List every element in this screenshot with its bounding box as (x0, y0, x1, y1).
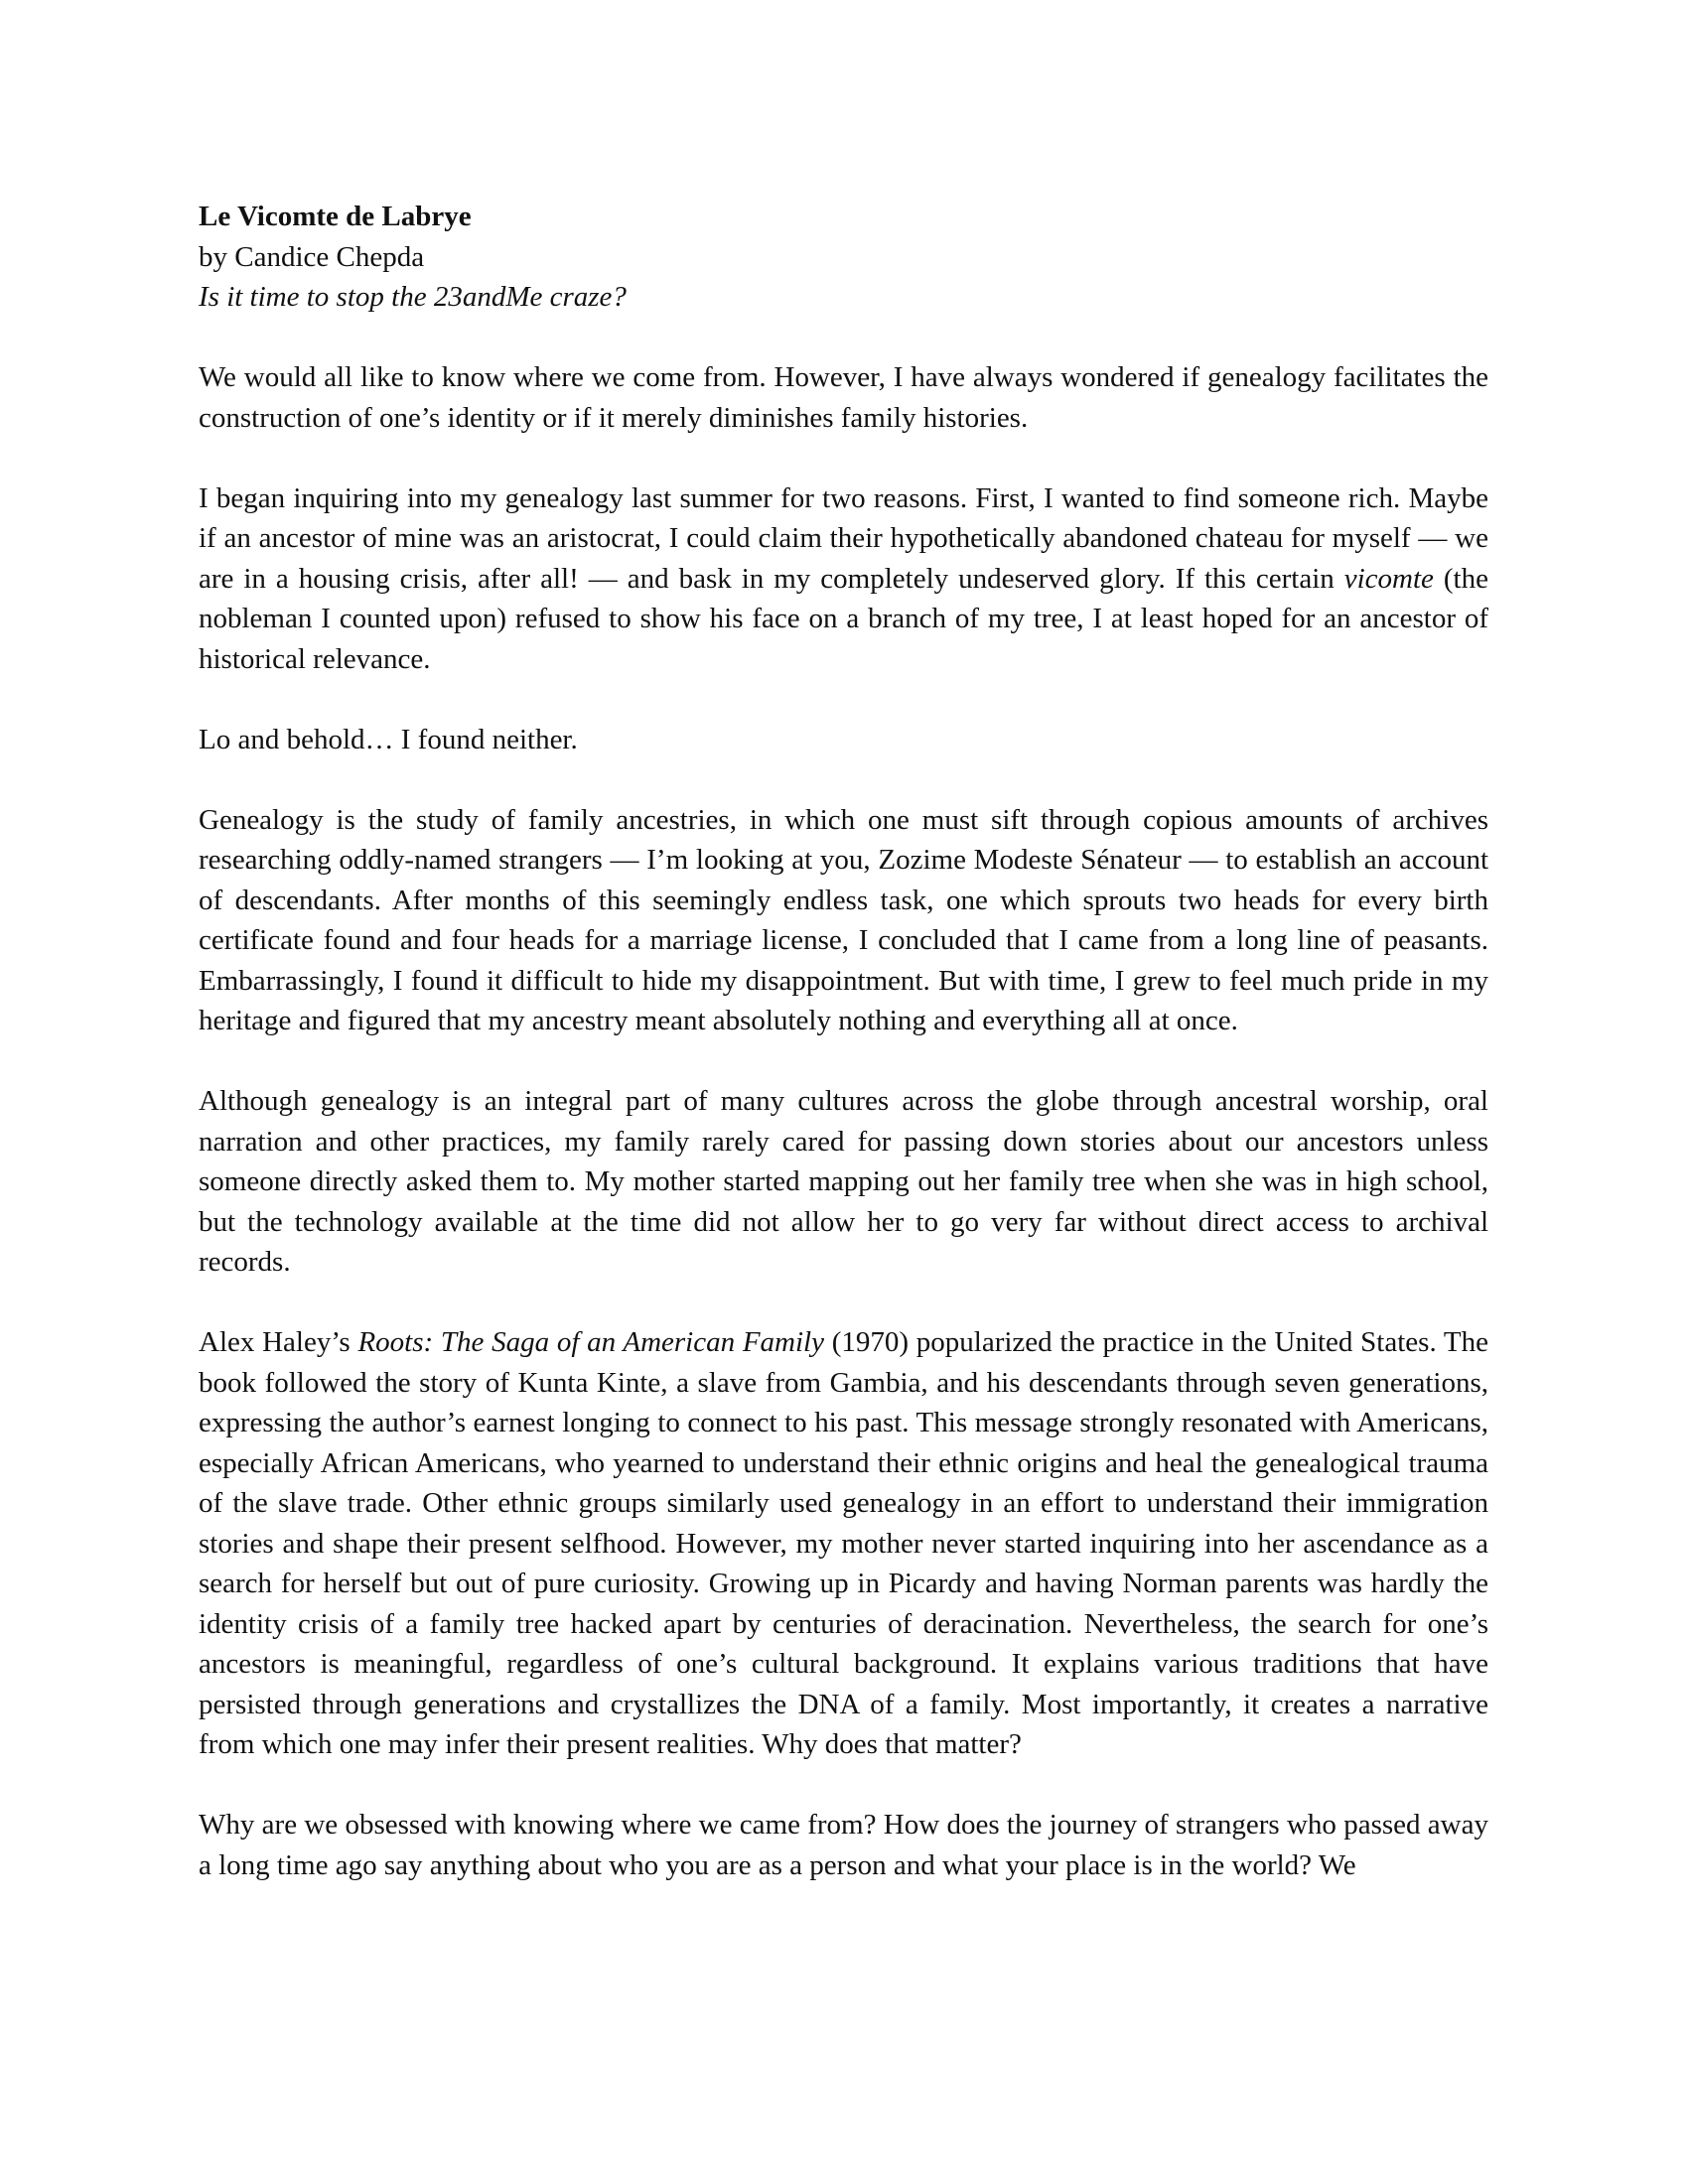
paragraph-reasons (199, 478, 1488, 680)
paragraph-text: (the nobleman I counted upon) refused to show his face on a branch of my tree, I at least hoped for an ancestor of historical relevance. (199, 562, 1488, 675)
author-byline: by Candice Chepda (199, 240, 425, 273)
paragraph-text: I began inquiring into my genealogy last summer for two reasons. First, I wanted to find someone rich. Maybe if an ancestor of mine was an aristocrat, I could claim their hypothetically abandoned chateau for myself — we are in a housing crisis, after all! — and bask in my completely undeserved glory. If this certain (199, 481, 1488, 595)
emphasis-vicomte: vicomte (1343, 562, 1434, 595)
paragraph-obsession: Why are we obsessed with knowing where we came from? How does the journey of strangers who passed away a long time ago say anything about who you are as a person and what your place is in the world? We (199, 1809, 1488, 1881)
article-title: Le Vicomte de Labrye (199, 201, 472, 232)
paragraph-intro: We would all like to know where we come from. However, I have always wondered if genealogy facilitates the construction of one’s identity or if it merely diminishes family histories. (199, 361, 1488, 434)
document-page (199, 197, 1488, 1885)
paragraph-genealogy-definition: Genealogy is the study of family ancestries, in which one must sift through copious amounts of archives researching oddly-named strangers — I’m looking at you, Zozime Modeste Sénateur — to establish an account of descendants. After months of this seemingly endless task, one which sprouts two heads for every birth certificate found and four heads for a marriage license, I concluded that I came from a long line of peasants. Embarrassingly, I found it difficult to hide my disappointment. But with time, I grew to feel much pride in my heritage and figured that my ancestry meant absolutely nothing and everything all at once. (199, 803, 1488, 1036)
emphasis-book-title: Roots: The Saga of an American Family (357, 1326, 824, 1358)
paragraph-family-culture: Although genealogy is an integral part of many cultures across the globe through ancestral worship, oral narration and other practices, my family rarely cared for passing down stories about our ancestors unless someone directly asked them to. My mother started mapping out her family tree when she was in high school, but the technology available at the time did not allow her to go very far without direct access to archival records. (199, 1085, 1488, 1278)
paragraph-text: Alex Haley’s (199, 1326, 358, 1358)
paragraph-text: (1970) popularized the practice in the United States. The book followed the story of Kunta Kinte, a slave from Gambia, and his descendants through seven generations, expressing the author’s earnest longing to connect to his past. This message strongly resonated with Americans, especially African Americans, who yearned to understand their ethnic origins and heal the genealogical trauma of the slave trade. Other ethnic groups similarly used genealogy in an effort to understand their immigration stories and shape their present selfhood. However, my mother never started inquiring into her ascendance as a search for herself but out of pure curiosity. Growing up in Picardy and having Norman parents was hardly the identity crisis of a family tree hacked apart by centuries of deracination. Nevertheless, the search for one’s ancestors is meaningful, regardless of one’s cultural background. It explains various traditions that have persisted through generations and crystallizes the DNA of a family. Most importantly, it creates a narrative from which one may infer their present realities. Why does that matter? (199, 1326, 1488, 1760)
paragraph-roots (199, 1322, 1488, 1765)
article-subtitle: Is it time to stop the 23andMe craze? (199, 281, 627, 313)
paragraph-found-neither: Lo and behold… I found neither. (199, 723, 578, 755)
